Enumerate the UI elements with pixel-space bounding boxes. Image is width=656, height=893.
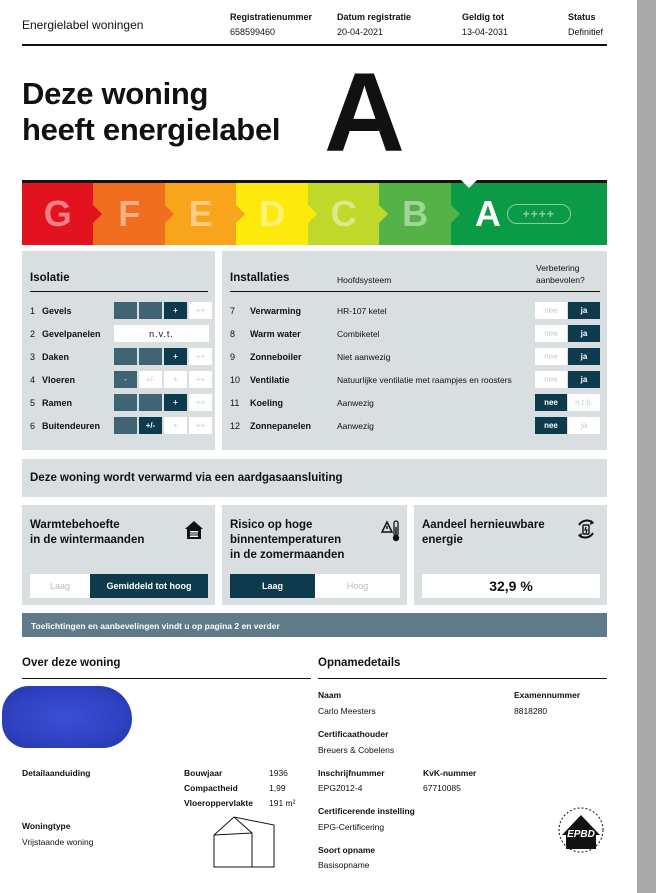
certificaathouder-value: Breuers & Cobelens [318, 745, 395, 755]
isolatie-row: 3 Daken [30, 351, 70, 362]
kvk-label: KvK-nummer [423, 768, 477, 778]
installatie-row: 7 Verwarming [230, 305, 302, 316]
installatie-system: Aanwezig [337, 398, 374, 408]
risico-option-hoog: Hoog [315, 574, 400, 598]
installatie-row: 11 Koeling [230, 397, 283, 408]
naam-value: Carlo Meesters [318, 706, 376, 716]
over-title: Over deze woning [22, 657, 121, 669]
registration-date-label: Datum registratie [337, 12, 412, 22]
isolatie-rating-buitendeuren: +/- + ++ [114, 417, 212, 434]
energy-label-bar [22, 183, 607, 245]
registration-date [337, 12, 411, 37]
label-segment-e: E [165, 183, 236, 245]
warmte-panel [22, 505, 215, 605]
installatie-row: 10 Ventilatie [230, 374, 290, 385]
installatie-recommendation: nee ja [535, 371, 600, 388]
epbd-logo [556, 805, 606, 855]
woningtype-value: Vrijstaande woning [22, 837, 94, 847]
label-segment-b: B [379, 183, 450, 245]
headline [22, 76, 280, 148]
renewable-energy-icon [574, 517, 598, 541]
installaties-divider [230, 291, 600, 292]
header-divider [22, 44, 607, 46]
installatie-row: 8 Warm water [230, 328, 301, 339]
vloeroppervlakte-label: Vloeroppervlakte [184, 798, 253, 808]
info-bar: Toelichtingen en aanbevelingen vindt u op pagina 2 en verder [22, 613, 607, 637]
gas-notice: Deze woning wordt verwarmd via een aardgasaansluiting [30, 472, 343, 484]
status [568, 12, 603, 37]
isolatie-rating-ramen: + ++ [114, 394, 212, 411]
vertical-scrollbar[interactable] [637, 0, 656, 893]
document-title: Energielabel woningen [22, 18, 144, 32]
warmte-option-laag: Laag [30, 574, 90, 598]
woningtype-label: Woningtype [22, 821, 71, 831]
bouwjaar-value: 1936 [269, 768, 288, 778]
label-segment-f: F [93, 183, 164, 245]
isolatie-row: 2 Gevelpanelen [30, 328, 101, 339]
plus-indicator: ++++ [507, 204, 571, 224]
valid-until [462, 12, 508, 37]
redacted-address [2, 686, 132, 748]
isolatie-rating-daken: + ++ [114, 348, 212, 365]
risico-panel [222, 505, 407, 605]
registration-number-label: Registratienummer [230, 12, 313, 22]
label-segment-g: G [22, 183, 93, 245]
installatie-row: 12 Zonnepanelen [230, 420, 312, 431]
isolatie-row: 5 Ramen [30, 397, 73, 408]
soort-opname-value: Basisopname [318, 860, 370, 870]
compactheid-value: 1,99 [269, 783, 286, 793]
valid-until-label: Geldig tot [462, 12, 504, 22]
installatie-recommendation: nee ja [535, 325, 600, 342]
instelling-label: Certificerende instelling [318, 806, 415, 816]
naam-label: Naam [318, 690, 342, 700]
inschrijfnummer-value: EPG2012-4 [318, 783, 363, 793]
warmte-title: Warmtebehoefte in de wintermaanden [30, 519, 145, 546]
risico-option-laag: Laag [230, 574, 315, 598]
registration-number-value: 658599460 [230, 27, 276, 37]
status-label: Status [568, 12, 596, 22]
thermometer-warning-icon [381, 519, 401, 543]
detail-label: Detailaanduiding [22, 768, 91, 778]
compactheid-label: Compactheid [184, 783, 238, 793]
registration-number [230, 12, 312, 37]
improvement-header: Verbetering aanbevolen? [536, 263, 585, 285]
over-divider [22, 678, 311, 679]
hernieuwbaar-title: Aandeel hernieuwbare energie [422, 519, 545, 546]
headline-line1: Deze woning [22, 76, 209, 111]
isolatie-title: Isolatie [30, 272, 70, 284]
installatie-recommendation: nee n.t.b. [535, 394, 600, 411]
detached-house-icon [212, 815, 276, 869]
hernieuwbaar-panel [414, 505, 607, 605]
isolatie-panel [22, 251, 215, 450]
installaties-panel [222, 251, 607, 450]
installatie-row: 9 Zonneboiler [230, 351, 302, 362]
certificaathouder-label: Certificaathouder [318, 729, 389, 739]
hernieuwbaar-value: 32,9 % [422, 574, 600, 598]
warmte-toggle [30, 574, 208, 598]
opname-divider [318, 678, 607, 679]
headline-line2: heeft energielabel [22, 112, 281, 147]
vloeroppervlakte-value: 191 m² [269, 798, 296, 808]
installatie-recommendation: nee ja [535, 302, 600, 319]
energy-label-letter: A [324, 50, 405, 175]
isolatie-rating-gevelpanelen: n.v.t. [114, 325, 209, 342]
registration-date-value: 20-04-2021 [337, 27, 384, 37]
risico-toggle [230, 574, 400, 598]
bouwjaar-label: Bouwjaar [184, 768, 223, 778]
isolatie-row: 1 Gevels [30, 305, 72, 316]
installatie-recommendation: nee ja [535, 417, 600, 434]
installatie-system: HR-107 ketel [337, 306, 387, 316]
isolatie-rating-gevels: + ++ [114, 302, 212, 319]
label-segment-c: C [308, 183, 379, 245]
risico-title: Risico op hoge binnentemperaturen in de zomermaanden [230, 519, 345, 561]
instelling-value: EPG-Certificering [318, 822, 385, 832]
installatie-system: Aanwezig [337, 421, 374, 431]
opname-title: Opnamedetails [318, 657, 401, 669]
warmte-option-gemiddeld: Gemiddeld tot hoog [90, 574, 208, 598]
installaties-subtitle: Hoofdsysteem [337, 275, 392, 285]
label-segment-d: D [236, 183, 307, 245]
label-segment-a: A ++++ [451, 183, 607, 245]
house-heating-icon [183, 519, 205, 541]
installatie-system: Natuurlijke ventilatie met raampjes en roosters [337, 375, 512, 385]
active-label-notch [461, 180, 477, 188]
isolatie-row: 4 Vloeren [30, 374, 76, 385]
valid-until-value: 13-04-2031 [462, 27, 509, 37]
examennummer-label: Examennummer [514, 690, 581, 700]
kvk-value: 67710085 [423, 783, 461, 793]
installatie-system: Niet aanwezig [337, 352, 391, 362]
isolatie-row: 6 Buitendeuren [30, 420, 101, 431]
status-value: Definitief [568, 27, 604, 37]
isolatie-rating-vloeren: - +/- + ++ [114, 371, 212, 388]
installaties-title: Installaties [230, 272, 290, 284]
epbd-logo-text: EPBD [567, 829, 595, 840]
isolatie-divider [30, 291, 208, 292]
inschrijfnummer-label: Inschrijfnummer [318, 768, 385, 778]
gas-notice-panel [22, 459, 607, 497]
soort-opname-label: Soort opname [318, 845, 376, 855]
installatie-recommendation: nee ja [535, 348, 600, 365]
installatie-system: Combiketel [337, 329, 380, 339]
examennummer-value: 8818280 [514, 706, 548, 716]
